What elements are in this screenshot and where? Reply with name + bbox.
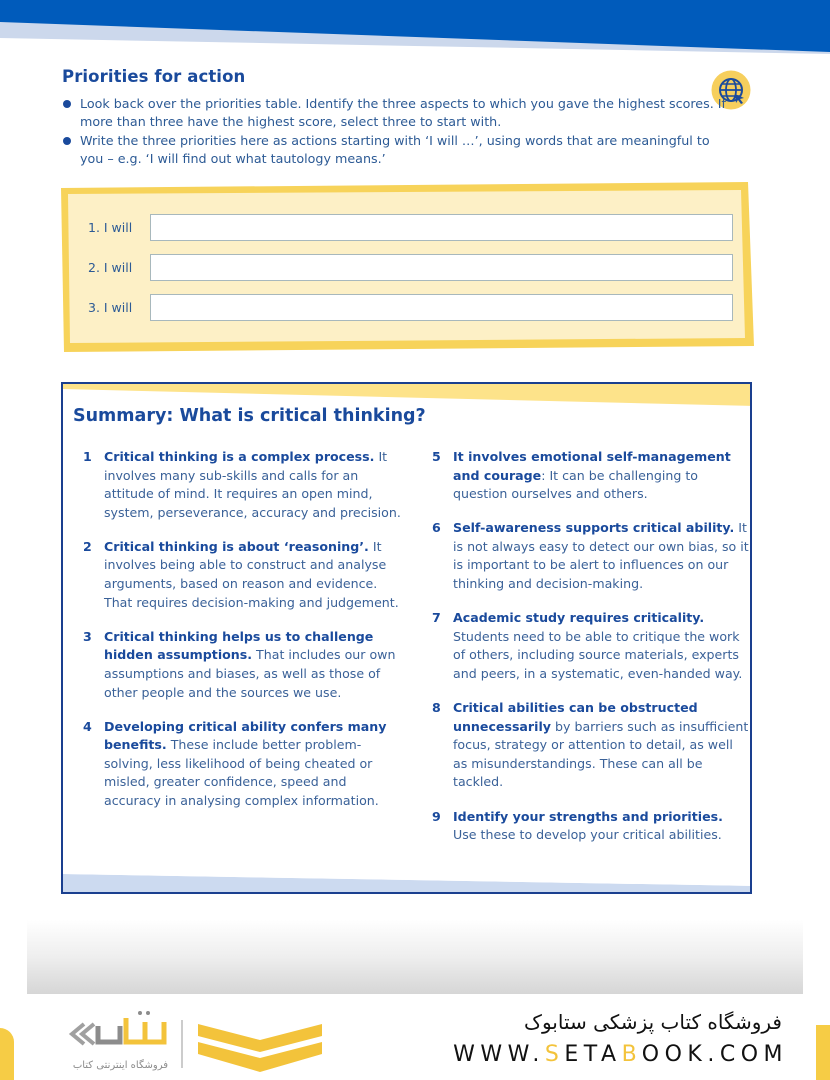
item-text: It involves being able to construct and analyse arguments, based on reason and evidence. That requires decision-making and judgement. xyxy=(104,538,399,610)
summary-title: Summary: What is critical thinking? xyxy=(73,406,426,426)
item-text: by barriers such as insufficient focus, strategy or attention to detail, as well as misunderstandings. These can all be tackled. xyxy=(453,718,749,790)
item-number: 7 xyxy=(432,610,441,626)
item-number: 9 xyxy=(432,808,441,824)
instructions-list xyxy=(62,95,732,169)
item-text: : It can be challenging to question ourselves and others. xyxy=(453,467,698,502)
priorities-form xyxy=(58,180,758,356)
item-heading: Critical thinking is about ‘reasoning’. xyxy=(104,538,369,554)
summary-item xyxy=(81,628,401,702)
item-heading: Self-awareness supports critical ability. xyxy=(453,520,735,536)
item-text: That includes our own assumptions and biases, as well as those of other people and the sources we use. xyxy=(104,647,396,700)
header-band xyxy=(0,0,830,60)
item-heading: Critical thinking helps us to challenge hidden assumptions. xyxy=(104,628,374,663)
website-url[interactable]: WWW.SETABOOK.COM xyxy=(453,1042,788,1067)
setabook-logo[interactable] xyxy=(40,1010,330,1076)
summary-item xyxy=(430,808,750,845)
instruction-item: Write the three priorities here as actions starting with ‘I will …’, using words that are meaningful to you – e.g. ‘I will find out what tautology means.’ xyxy=(62,132,732,169)
item-text: Use these to develop your critical abilities. xyxy=(453,827,722,843)
item-number: 3 xyxy=(83,628,92,644)
item-number: 1 xyxy=(83,449,92,464)
item-number: 2 xyxy=(83,538,92,554)
page-shadow-band xyxy=(27,920,803,994)
section-title: Priorities for action xyxy=(62,67,246,86)
summary-item xyxy=(81,448,401,522)
item-heading: Developing critical ability confers many benefits. xyxy=(104,718,387,753)
summary-column-right xyxy=(430,448,750,860)
summary-item xyxy=(430,609,750,683)
item-number: 4 xyxy=(83,718,92,734)
action-label: 2. I will xyxy=(88,259,133,275)
summary-column-left xyxy=(81,448,401,826)
item-text: It is not always easy to detect our own bias, so it is important to be alert to influences on our thinking and decision-making. xyxy=(453,520,749,592)
action-label: 1. I will xyxy=(88,219,133,235)
summary-item xyxy=(81,538,401,612)
item-text: Students need to be able to critique the work of others, including source materials, experts and peers, in a systematic, even-handed way. xyxy=(453,628,743,681)
item-text: These include better problem-solving, less likelihood of being cheated or misled, greater confidence, speed and accuracy in analysing complex information. xyxy=(104,737,379,808)
item-number: 5 xyxy=(432,449,441,464)
svg-text:فروشگاه اینترنتی کتاب: فروشگاه اینترنتی کتاب xyxy=(72,1060,168,1071)
item-heading: Academic study requires criticality. xyxy=(453,610,705,626)
item-text: It involves many sub-skills and calls for an attitude of mind. It requires an open mind, system, perseverance, accuracy and precision. xyxy=(104,449,401,520)
footer-accent-left xyxy=(0,1028,14,1080)
item-heading: Critical thinking is a complex process. xyxy=(104,449,375,464)
summary-item xyxy=(430,448,750,504)
item-heading: Identify your strengths and priorities. xyxy=(453,808,723,824)
summary-item xyxy=(430,699,750,792)
item-heading: Critical abilities can be obstructed unnecessarily xyxy=(453,700,698,734)
store-title: فروشگاه کتاب پزشکی ستابوک xyxy=(524,1010,782,1034)
instruction-item: Look back over the priorities table. Identify the three aspects to which you gave the highest scores. If more than three have the highest score, select three to start with. xyxy=(62,95,732,132)
item-number: 8 xyxy=(432,700,441,716)
item-heading: It involves emotional self-management and courage xyxy=(453,449,731,483)
summary-item xyxy=(430,519,750,593)
action-input-1[interactable] xyxy=(150,214,733,241)
footer-accent-right xyxy=(816,1025,830,1080)
item-number: 6 xyxy=(432,520,441,536)
action-input-2[interactable] xyxy=(150,254,733,281)
summary-item xyxy=(81,718,401,811)
action-label: 3. I will xyxy=(88,299,133,315)
summary-box xyxy=(61,382,752,894)
action-input-3[interactable] xyxy=(150,294,733,321)
